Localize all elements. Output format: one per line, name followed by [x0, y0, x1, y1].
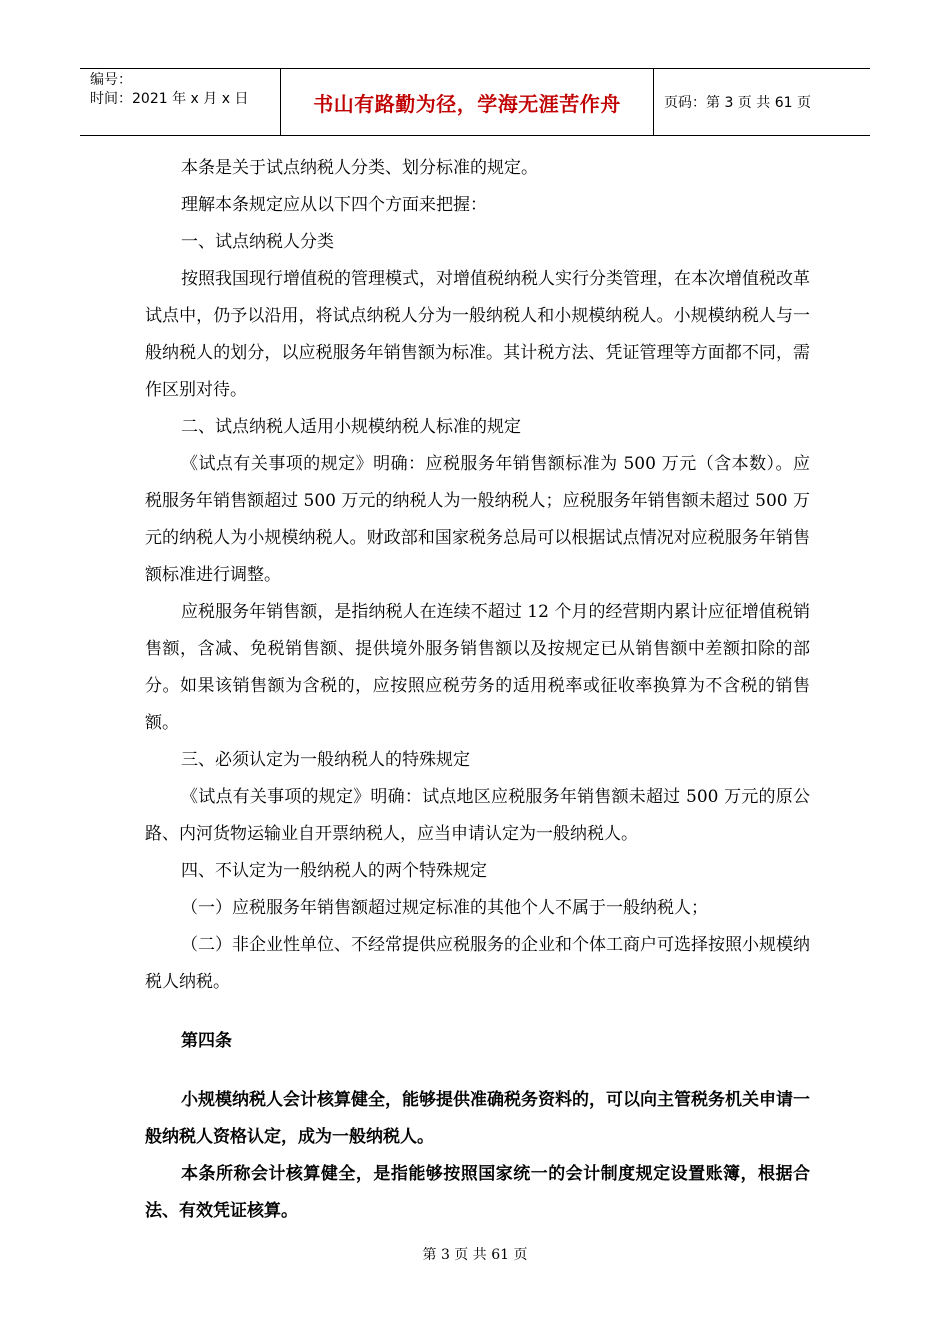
- page-header: [80, 68, 870, 136]
- paragraph: 《试点有关事项的规定》明确：试点地区应税服务年销售额未超过 500 万元的原公路、内河货物运输业自开票纳税人，应当申请认定为一般纳税人。: [145, 787, 810, 844]
- header-page-info: 页码：第 3 页 共 61 页: [664, 95, 811, 111]
- paragraph: 按照我国现行增值税的管理模式，对增值税纳税人实行分类管理，在本次增值税改革试点中，仍予以沿用，将试点纳税人分为一般纳税人和小规模纳税人。小规模纳税人与一般纳税人的划分，以应税服务年销售额为标准。其计税方法、凭证管理等方面都不同，需作区别对待。: [145, 269, 810, 400]
- paragraph: 本条是关于试点纳税人分类、划分标准的规定。: [181, 158, 538, 178]
- paragraph: 《试点有关事项的规定》明确：应税服务年销售额标准为 500 万元（含本数）。应税服务年销售额超过 500 万元的纳税人为一般纳税人；应税服务年销售额未超过 500 万元的纳税人为小规模纳税人。财政部和国家税务总局可以根据试点情况对应税服务年销售额标准进行调整。: [145, 454, 810, 585]
- document-number-label: 编号：: [90, 72, 132, 88]
- article-paragraph: 本条所称会计核算健全，是指能够按照国家统一的会计制度规定设置账簿，根据合法、有效凭证核算。: [145, 1164, 810, 1221]
- paragraph: 应税服务年销售额，是指纳税人在连续不超过 12 个月的经营期内累计应征增值税销售额，含减、免税销售额、提供境外服务销售额以及按规定已从销售额中差额扣除的部分。如果该销售额为含税的，应按照应税劳务的适用税率或征收率换算为不含税的销售额。: [145, 602, 810, 733]
- list-item: （二）非企业性单位、不经常提供应税服务的企业和个体工商户可选择按照小规模纳税人纳税。: [145, 935, 810, 992]
- list-item: （一）应税服务年销售额超过规定标准的其他个人不属于一般纳税人；: [181, 898, 708, 918]
- article-paragraph: 小规模纳税人会计核算健全，能够提供准确税务资料的，可以向主管税务机关申请一般纳税人资格认定，成为一般纳税人。: [145, 1090, 810, 1147]
- section-heading: 三、必须认定为一般纳税人的特殊规定: [181, 750, 470, 770]
- document-body: [145, 150, 810, 1230]
- section-heading: 一、试点纳税人分类: [181, 232, 334, 252]
- section-heading: 二、试点纳税人适用小规模纳税人标准的规定: [181, 417, 521, 437]
- header-motto: 书山有路勤为径，学海无涯苦作舟: [281, 69, 654, 135]
- article-title: 第四条: [181, 1031, 232, 1051]
- page-footer: 第 3 页 共 61 页: [422, 1247, 528, 1263]
- section-heading: 四、不认定为一般纳税人的两个特殊规定: [181, 861, 487, 881]
- document-time-label: 时间：2021 年 x 月 x 日: [90, 91, 249, 107]
- header-meta: [80, 69, 281, 135]
- paragraph: 理解本条规定应从以下四个方面来把握：: [181, 195, 487, 215]
